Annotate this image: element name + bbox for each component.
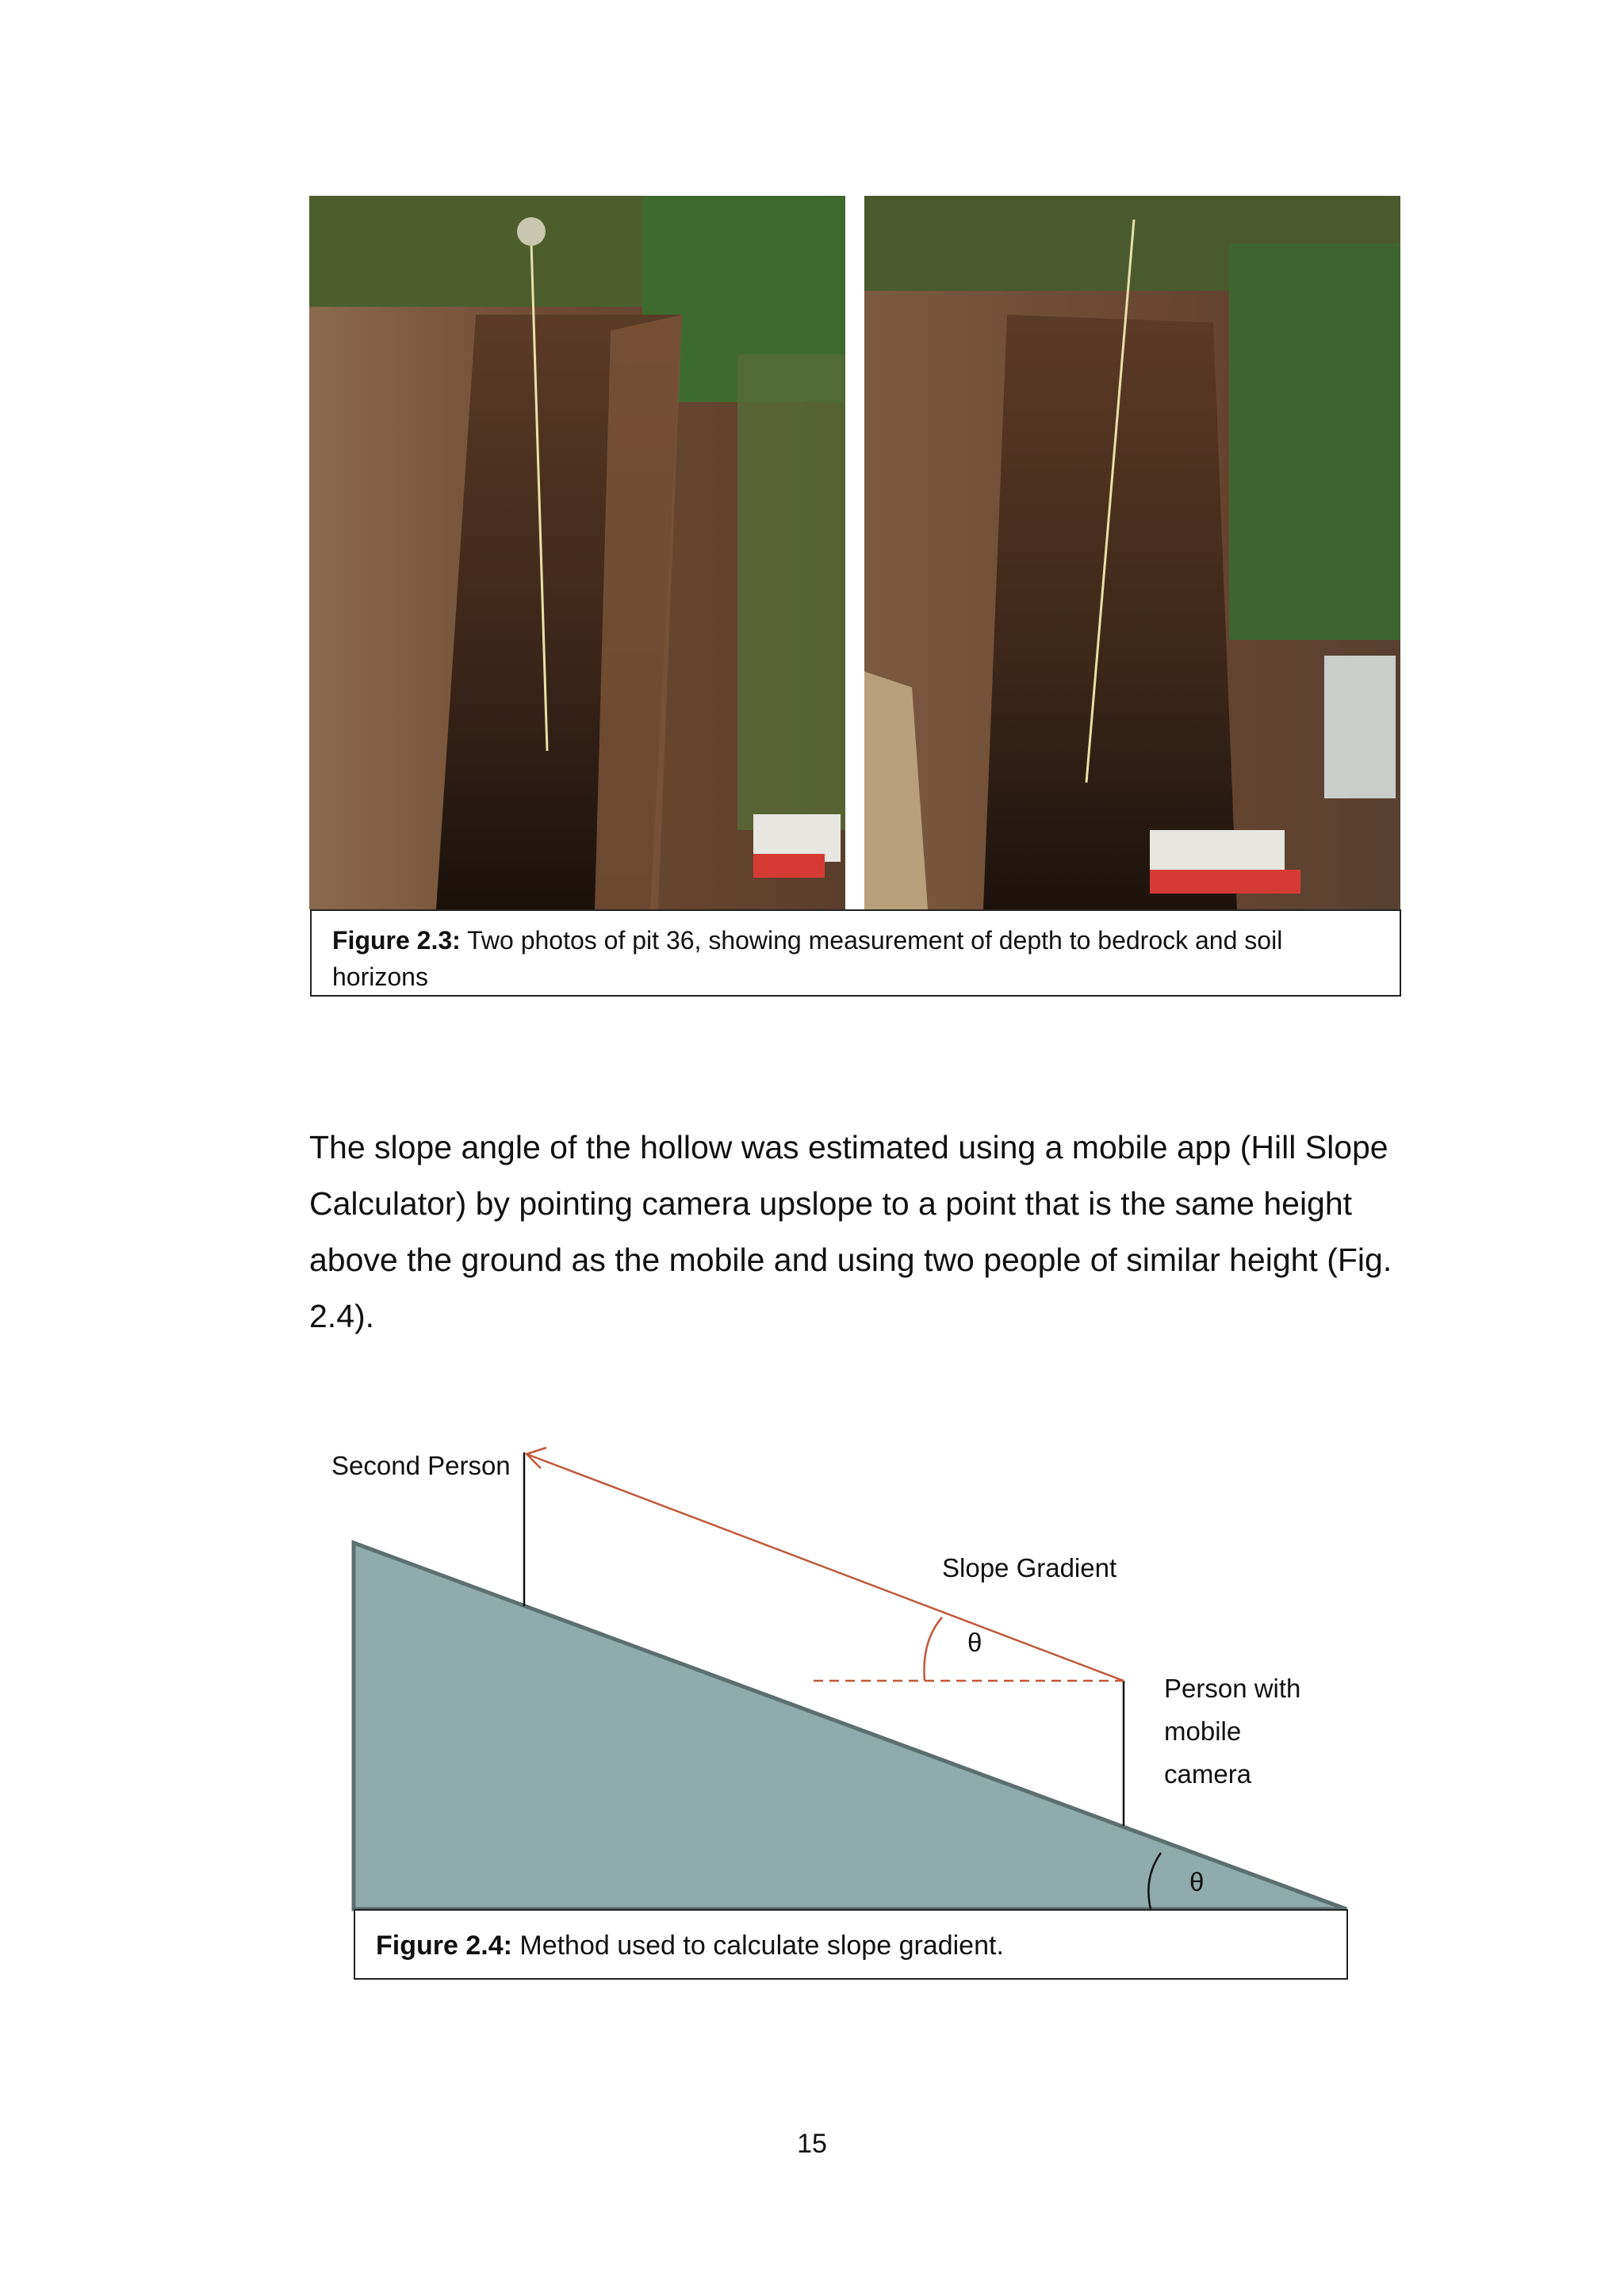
person-label-line3: camera xyxy=(1164,1759,1252,1789)
slope-gradient-diagram xyxy=(301,1427,1364,1919)
second-person-label: Second Person xyxy=(331,1451,511,1480)
pit-photo-left xyxy=(309,196,845,909)
person-label-line2: mobile xyxy=(1164,1716,1242,1746)
theta-bottom-label: θ xyxy=(1189,1867,1205,1896)
figure-2-3-caption-text: Two photos of pit 36, showing measurement of depth to bedrock and soil horizons xyxy=(332,926,1283,991)
page-number: 15 xyxy=(797,2129,827,2159)
figure-2-4-caption xyxy=(354,1909,1348,1980)
pit-photo-right xyxy=(864,196,1400,909)
person-label-line1: Person with xyxy=(1164,1674,1301,1703)
body-paragraph: The slope angle of the hollow was estimated using a mobile app (Hill Slope Calculator) by pointing camera upslope to a point that is the same height above the ground as the mobile and using two people of similar height (Fig. 2.4). xyxy=(309,1129,1392,1334)
figure-2-3-caption xyxy=(310,909,1401,997)
top-angle-arc xyxy=(924,1617,942,1681)
figure-2-4-caption-label: Figure 2.4: xyxy=(376,1931,512,1961)
slope-gradient-label: Slope Gradient xyxy=(942,1553,1117,1582)
figure-2-4-caption-text: Method used to calculate slope gradient. xyxy=(511,1931,1004,1961)
theta-top-label: θ xyxy=(967,1628,982,1657)
figure-2-3-caption-label: Figure 2.3: xyxy=(332,926,461,955)
